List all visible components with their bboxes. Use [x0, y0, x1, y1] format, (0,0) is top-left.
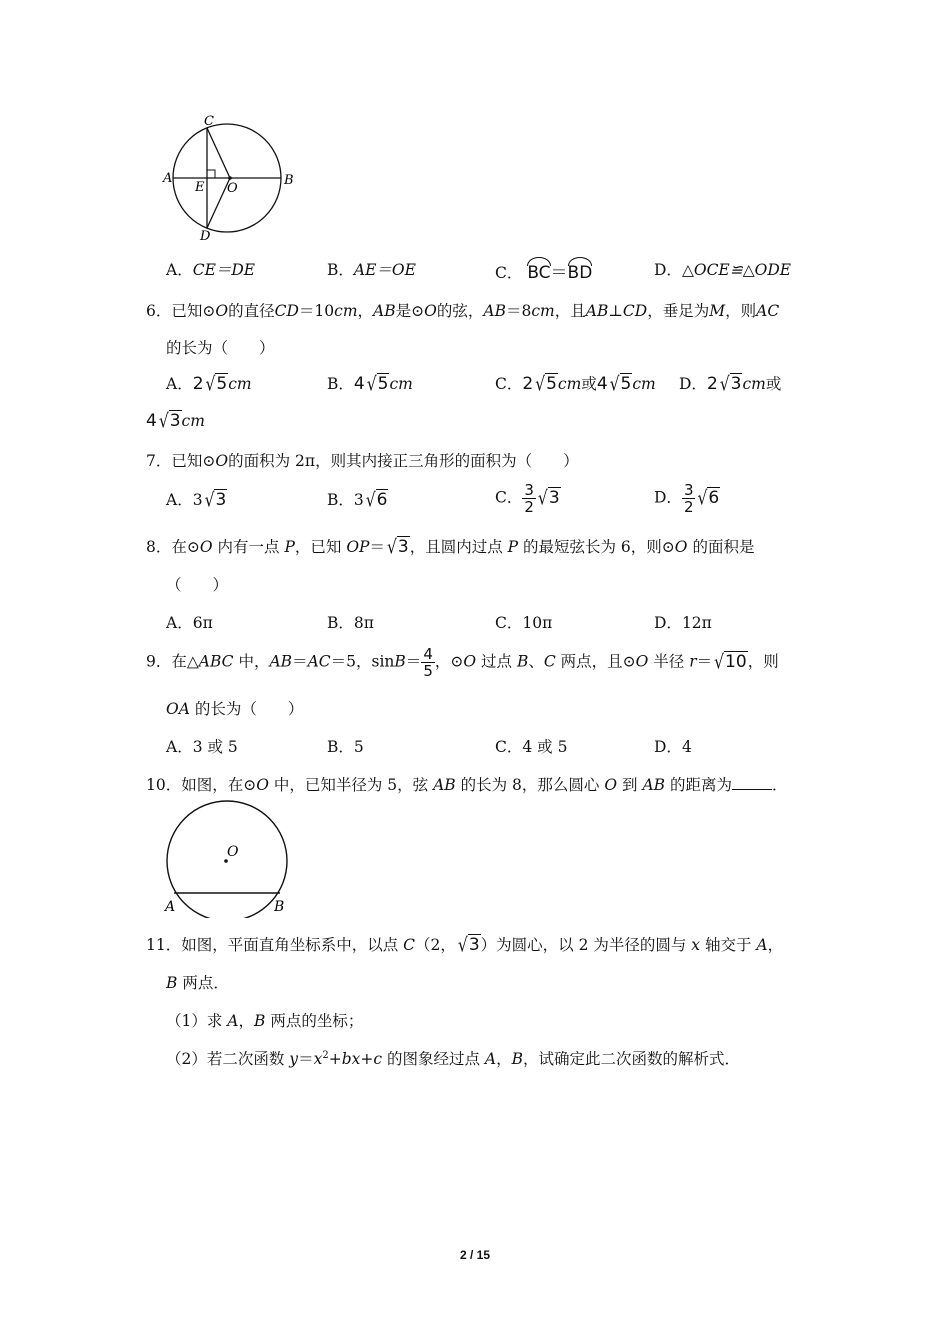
option-letter: A．	[166, 738, 193, 756]
label-o: O	[227, 844, 239, 860]
text: ，	[767, 936, 784, 954]
equals-sign: ＝	[550, 263, 568, 283]
option-text: 10π	[522, 614, 553, 632]
denominator: 2	[524, 498, 534, 516]
q6-option-c	[495, 372, 656, 394]
radicand: 3	[468, 935, 480, 955]
var: O	[215, 302, 229, 320]
option-text: △OCE≌△ODE	[681, 261, 792, 279]
var: c	[373, 1050, 383, 1068]
var: O	[674, 538, 688, 556]
figure-circle-chord-ab	[160, 798, 300, 918]
sqrt: √3	[204, 488, 227, 512]
sqrt: √3	[158, 409, 181, 433]
q7-stem	[146, 449, 579, 471]
text: （2）若二次函数	[166, 1050, 290, 1068]
var: O	[604, 776, 618, 794]
text: 到	[617, 776, 643, 794]
label-o: O	[227, 181, 238, 196]
var: O	[256, 776, 269, 794]
text: 如图，在⊙	[181, 776, 257, 794]
text: 两点的坐标；	[265, 1012, 364, 1030]
coef: 3	[353, 491, 364, 509]
text: ，	[496, 1050, 512, 1068]
option-letter: A．	[166, 261, 193, 279]
q6-option-d-cont	[146, 410, 205, 431]
text: ，⊙	[434, 652, 464, 671]
unit: cm	[632, 375, 656, 393]
text: 的长为 8，那么圆心	[455, 776, 605, 794]
sqrt: √5	[366, 372, 389, 396]
coef: 4	[596, 374, 608, 394]
sqrt: √3	[537, 486, 560, 509]
var: B	[166, 974, 178, 992]
q8-option-b	[327, 611, 374, 633]
text: ＝	[696, 652, 713, 671]
radicand: 5	[620, 374, 632, 394]
q9-option-c	[495, 735, 567, 757]
text: ，则	[725, 302, 757, 320]
radicand: 3	[548, 487, 560, 508]
option-text: 5	[353, 738, 364, 756]
var: O	[424, 302, 437, 320]
q9-option-a	[166, 735, 238, 757]
sqrt: √5	[205, 372, 228, 396]
text: 的长为（ ）	[189, 700, 304, 718]
text: 中，	[233, 652, 270, 671]
var: AC	[307, 652, 331, 671]
sqrt: √6	[697, 486, 720, 509]
unit: cm	[557, 375, 582, 393]
fraction	[522, 482, 536, 515]
text: ＝	[298, 1050, 314, 1068]
var: AB	[642, 776, 666, 794]
unit: cm	[228, 375, 252, 393]
text: 已知⊙	[171, 452, 216, 470]
q6-option-d	[679, 372, 781, 394]
text: 中，已知半径为 5，弦	[268, 776, 434, 794]
q7-option-d	[654, 482, 720, 515]
option-letter: D．	[654, 738, 682, 756]
text: ，且圆内过点	[409, 538, 508, 556]
question-number: 9．	[146, 652, 172, 671]
var: C	[543, 652, 556, 671]
label-c: C	[204, 114, 214, 129]
q8-option-d	[654, 611, 712, 633]
numerator: 3	[683, 481, 694, 499]
text: 的距离为	[665, 776, 732, 794]
question-number: 6．	[146, 302, 172, 320]
unit: cm	[531, 302, 555, 320]
q11-stem-line2	[166, 971, 229, 993]
text: ＝8	[505, 302, 532, 320]
var: AB	[373, 302, 396, 320]
q6-option-b	[327, 372, 413, 394]
text: ，且	[554, 302, 586, 320]
option-text: 8π	[353, 614, 374, 632]
q8-option-a	[166, 611, 213, 633]
unit: cm	[181, 412, 205, 430]
sqrt: √3	[719, 372, 742, 396]
text: 半径	[648, 652, 690, 671]
right-angle-mark	[207, 170, 215, 178]
text: 内有一点	[212, 538, 285, 556]
q6-stem-line2: 的长为（ ）	[166, 339, 275, 357]
text: ，垂足为	[647, 302, 710, 320]
var: AC	[756, 302, 780, 320]
option-text: 3 或 5	[192, 738, 238, 756]
text: 如图，平面直角坐标系中，以点	[181, 936, 404, 954]
q9-stem-line2	[166, 697, 303, 719]
coef: 3	[192, 491, 203, 509]
var: AB	[585, 302, 609, 320]
sqrt: √5	[609, 372, 632, 396]
option-text: CE＝DE	[192, 261, 256, 279]
text: ，	[238, 1012, 255, 1030]
option-letter: A．	[166, 491, 193, 509]
var: O	[463, 652, 477, 671]
var: B	[394, 652, 406, 671]
q9-stem-line1	[146, 646, 779, 679]
radicand: 6	[376, 490, 388, 510]
var: B	[511, 1050, 524, 1068]
option-letter: C．	[495, 614, 523, 632]
option-text: 4 或 5	[522, 738, 568, 756]
q7-option-a	[166, 488, 227, 510]
text: 、	[528, 652, 544, 671]
var: bx	[341, 1050, 361, 1068]
var: CD	[622, 302, 648, 320]
sqrt: √6	[365, 488, 388, 512]
text: 或	[581, 375, 597, 393]
question-number: 11．	[146, 936, 182, 954]
q7-option-c	[495, 482, 561, 515]
coef: 4	[146, 411, 157, 431]
sqrt: √5	[535, 372, 557, 396]
q8-stem-line2: （ ）	[166, 576, 229, 594]
var: B	[516, 652, 529, 671]
text: 的图象经过点	[382, 1050, 485, 1068]
q6-option-a	[166, 372, 252, 394]
text: 的直径	[228, 302, 275, 320]
radicand: 5	[377, 374, 389, 394]
var: OA	[166, 700, 190, 718]
var: A	[756, 936, 768, 954]
option-text: AE＝OE	[353, 261, 416, 279]
q6-stem-line1	[146, 299, 779, 321]
option-letter: D．	[654, 261, 682, 279]
unit: cm	[742, 375, 766, 393]
text: ＝5，sin	[330, 652, 395, 671]
fraction	[421, 646, 435, 679]
question-number: 7．	[146, 452, 172, 470]
option-text: 6π	[192, 614, 213, 632]
denominator: 5	[423, 662, 433, 680]
numerator: 3	[524, 481, 534, 499]
sqrt: √3	[457, 933, 480, 957]
label-a: A	[165, 899, 176, 915]
coef: 4	[353, 374, 365, 394]
text: 是⊙	[395, 302, 425, 320]
var: CD	[274, 302, 299, 320]
option-letter: C．	[495, 264, 523, 282]
var: ABC	[198, 652, 234, 671]
var: B	[254, 1012, 266, 1030]
radicand: 3	[397, 537, 409, 557]
text: ＝	[405, 652, 422, 671]
text: 在⊙	[171, 538, 200, 556]
radicand: 10	[725, 651, 747, 672]
option-text: 12π	[681, 614, 712, 632]
text: 轴交于	[700, 936, 757, 954]
radicand: 3	[730, 374, 742, 394]
option-letter: D．	[679, 375, 707, 393]
coef: 2	[192, 374, 204, 394]
text: ，	[357, 302, 374, 320]
q9-option-d	[654, 735, 692, 757]
q8-option-c	[495, 611, 552, 633]
option-letter: B．	[327, 261, 354, 279]
text: 的面积为 2π，则其内接正三角形的面积为（ ）	[228, 452, 579, 470]
var: O	[635, 652, 649, 671]
var: x	[691, 936, 701, 954]
var: A	[227, 1012, 239, 1030]
option-letter: B．	[327, 375, 354, 393]
var: OP	[346, 538, 370, 556]
var: AB	[433, 776, 456, 794]
q9-option-b	[327, 735, 364, 757]
option-letter: A．	[166, 375, 193, 393]
q5-option-a	[166, 258, 255, 280]
q8-stem-line1	[146, 535, 754, 557]
q10-stem	[146, 773, 787, 795]
center-point	[228, 176, 232, 180]
var: M	[709, 302, 726, 320]
var: P	[284, 538, 295, 556]
arc-bd: BD	[567, 263, 593, 283]
text: ，已知	[294, 538, 347, 556]
q5-option-c	[495, 258, 592, 283]
unit: cm	[334, 302, 358, 320]
radicand: 5	[216, 374, 228, 394]
option-letter: A．	[166, 614, 193, 632]
option-letter: C．	[495, 375, 523, 393]
denominator: 2	[683, 498, 694, 516]
var: C	[403, 936, 416, 954]
text: 的弦，	[436, 302, 484, 320]
option-text: 4	[681, 738, 692, 756]
var: P	[507, 538, 519, 556]
option-letter: B．	[327, 614, 354, 632]
q11-stem-line1	[146, 933, 783, 955]
answer-blank	[732, 789, 772, 790]
figure-circle-chord-cd	[160, 112, 310, 242]
sqrt: √3	[386, 535, 409, 559]
text: （1）求	[166, 1012, 228, 1030]
label-a: A	[163, 171, 173, 186]
text: 的最短弦长为 6，则⊙	[518, 538, 675, 556]
exponent: 2	[322, 1049, 329, 1061]
var: y	[289, 1050, 299, 1068]
option-letter: B．	[327, 738, 354, 756]
option-letter: C．	[495, 738, 523, 756]
text: 在△	[171, 652, 199, 671]
label-d: D	[200, 229, 211, 242]
text: 两点，且⊙	[555, 652, 636, 671]
text: +	[360, 1050, 374, 1068]
text: 已知⊙	[171, 302, 216, 320]
var: O	[199, 538, 213, 556]
var: r	[689, 652, 697, 671]
text: ＝10	[298, 302, 335, 320]
q5-option-d	[654, 258, 791, 280]
option-letter: B．	[327, 491, 354, 509]
text: 或	[765, 375, 782, 393]
arc-bc: BC	[527, 263, 551, 283]
text: ．	[771, 776, 788, 794]
radicand: 6	[708, 487, 720, 508]
text: ＝	[292, 652, 308, 671]
unit: cm	[389, 375, 413, 393]
text: ，试确定此二次函数的解析式．	[523, 1050, 741, 1068]
text: （2，	[415, 936, 456, 954]
var: O	[215, 452, 229, 470]
q11-part1	[166, 1009, 363, 1031]
label-b: B	[284, 173, 294, 188]
var: AB	[483, 302, 506, 320]
page-number: 2 / 15	[459, 1248, 491, 1262]
question-number: 10．	[146, 776, 182, 794]
label-e: E	[195, 180, 205, 195]
text: ＝	[369, 538, 385, 556]
fraction	[682, 482, 696, 515]
var: A	[484, 1050, 497, 1068]
q11-part2	[166, 1047, 740, 1069]
coef: 2	[706, 374, 718, 394]
coef: 2	[522, 374, 534, 394]
question-number: 8．	[146, 538, 172, 556]
text: +	[328, 1050, 342, 1068]
text: ⊥	[608, 302, 623, 320]
option-letter: C．	[495, 488, 523, 507]
var: AB	[269, 652, 293, 671]
option-letter: D．	[654, 614, 682, 632]
radicand: 5	[546, 374, 557, 394]
radicand: 3	[215, 490, 227, 510]
sqrt: √10	[714, 650, 747, 673]
q5-option-b	[327, 258, 416, 280]
option-letter: D．	[654, 488, 682, 507]
text: ）为圆心，以 2 为半径的圆与	[480, 936, 692, 954]
text: 两点．	[177, 974, 229, 992]
numerator: 4	[423, 645, 433, 663]
q7-option-b	[327, 488, 388, 510]
var: x	[313, 1050, 323, 1068]
label-b: B	[274, 899, 285, 915]
text: 过点	[476, 652, 517, 671]
text: ，则	[747, 652, 779, 671]
text: 的面积是	[687, 538, 755, 556]
radicand: 3	[169, 411, 181, 431]
